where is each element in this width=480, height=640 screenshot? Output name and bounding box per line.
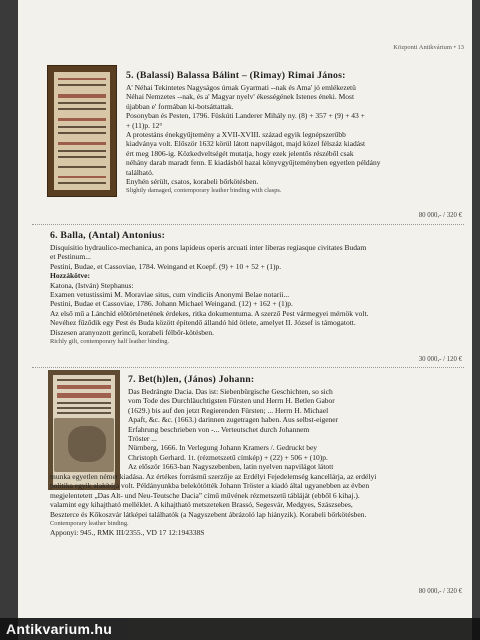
item-7-line: Christoph Gerhard. 1t. (rézmetszetű címkép) + (22) + 506 + (10)p.: [128, 452, 328, 462]
item-5-line: néhány darab maradt fenn. E kiadásból hazai könyvgyűjteményben egyetlen példány: [126, 158, 381, 168]
item-6-bound-line: Katona, (István) Stephanus:: [50, 280, 134, 290]
item-6-bound-line: Examen vetustissimi M. Moraviae situs, cum vindiciis Anonymi Belae notarii...: [50, 290, 290, 300]
item-7-line: Apaft, &c. &c. (1663.) darinnen zugetragen haben. Aus selbst-eigener: [128, 415, 339, 425]
item-6-bound-line: Az első mű a Lánchíd előtörténetének érdekes, ritka dokumentuma. A szerző Pest vármegyei mérnök volt.: [50, 308, 369, 318]
item-6-price: 30 000,- / 120 €: [418, 356, 462, 363]
item-7-full-line: politika egyik alakítója volt. Példányunkba belekötötték Johann Tröster a kiadó által ugyanebben az évben: [50, 481, 370, 491]
item-7-line: Das Bedrängte Dacia. Das ist: Siebenbürgische Geschichten, so sich: [128, 387, 333, 396]
divider: [32, 367, 464, 368]
item-7-line: Az először 1663-ban Nagyszebenben, latin nyelven napvilágot látott: [128, 462, 334, 472]
item-5-line: újabban e' formában ki-botsáttattak.: [126, 101, 234, 111]
item-5-body: [126, 83, 464, 196]
item-7-full-line: valamint egy kihajtható melléklet. A kihajtható metszeteken Brassó, Segesvár, Medgyes, Szászsebes,: [50, 500, 353, 510]
item-6-bound-line: Díszesen aranyozott gerincű, korabeli félbőr-kötésben.: [50, 327, 214, 337]
item-5-line: A' Néhai Tekintetes Nagyságos úrnak Gyarmati --nak és Ama' jó emlékezetü: [126, 83, 356, 92]
item-7-full-line: Beszterce és Kőkoszvár látképei találhatók (a Nagyszebent ábrázoló lap hiányzik). Korabeli bőrkötésben.: [50, 509, 367, 519]
item-7-line: Nürnberg, 1666. In Verlegung Johann Kramers /. Gedruckt bey: [128, 443, 318, 453]
catalog-page: [18, 0, 472, 640]
item-7-line: Erfahrung beschrieben von -... Verteutschet durch Johannem: [128, 424, 310, 434]
item-5-line: A protestáns énekgyűjtemény a XVII-XVIII. század egyik legnépszerűbb: [126, 130, 346, 140]
running-head: Központi Antikvárium • 13: [393, 44, 464, 51]
item-7-title: 7. Bet(h)len, (János) Johann:: [128, 374, 255, 385]
engraving-figure: [68, 426, 106, 462]
book-cover-image-balassa: [48, 66, 116, 196]
divider: [32, 224, 464, 225]
item-7-body-full: [50, 472, 464, 538]
item-6-line: Disquisitio hydraulico-mechanica, an pons lapideus operis arcuati inter liberas regiasque civitates Budam: [50, 243, 367, 252]
item-7-price: 80 000,- / 320 €: [418, 588, 462, 595]
item-6-bound-line: Nevéhez fűződik egy Pest és Buda között építendő állandó híd ötlete, amelyet II. József is támogatott.: [50, 318, 356, 328]
item-6-body: [50, 243, 464, 346]
item-7-full-line: munka egyetlen német kiadása. Az értékes forrásmű szerzője az Erdélyi Fejedelemség kancellárja, az erdélyi: [50, 472, 377, 481]
item-7-full-line: megjelentetett „Das Alt- und Neu-Teutsche Dacia” című művének rézmetszetű tábláját (ebből 6 kihaj.).: [50, 490, 360, 500]
item-5-line: ért meg 1806-ig. Közkedveltségét mutatja, hogy ezek jelentős részéből csak: [126, 148, 354, 158]
item-6-bound-line: Pestini, Budae et Cassoviae, 1786. Johann Michael Weingand. (12) + 162 + (1)p.: [50, 299, 293, 309]
item-5-line: Posonyban és Pesten, 1796. Füskúti Landerer Mihály ny. (8) + 357 + (9) + 43 +: [126, 111, 365, 121]
watermark: Antikvarium.hu: [0, 618, 480, 640]
item-6-line: Pestini, Budae, et Cassoviae, 1784. Weingand et Koepf. (9) + 10 + 52 + (1)p.: [50, 261, 282, 271]
item-7-line: Tröster ...: [128, 434, 157, 444]
item-7-body: [128, 387, 464, 472]
item-5-line: Néhai Nemzetes --nak, és a' Magyar nyelv' ékességének Istenes éneki. Most: [126, 92, 355, 102]
item-5-line: található.: [126, 167, 154, 177]
item-5-english-note: Slightly damaged, contemporary leather binding with clasps.: [126, 187, 282, 195]
item-6-title: 6. Balla, (Antal) Antonius:: [50, 230, 166, 241]
item-5-line: Enyhén sérült, csatos, korabeli bőrkötésben.: [126, 177, 259, 187]
item-7-line: (1629.) bis auf den jetzt Regierenden Fürsten; ... Herrn H. Michael: [128, 405, 329, 415]
item-7-english-note: Contemporary leather binding.: [50, 520, 129, 528]
item-5-title: 5. (Balassi) Balassa Bálint – (Rimay) Rimai János:: [126, 70, 346, 81]
item-6-bound-label: Hozzákötve:: [50, 271, 90, 281]
item-5-line: + (11)p. 12°: [126, 120, 163, 130]
item-7-bibliographic-refs: Apponyi: 945., RMK III/2355., VD 17 12:194338S: [50, 528, 205, 538]
item-6-english-note: Richly gilt, contemporary half leather binding.: [50, 338, 170, 346]
item-5-line: kiadványa volt. Először 1632 körül látott napvilágot, majd közel félszáz kiadást: [126, 139, 366, 149]
item-6-line: et Pestinum...: [50, 252, 91, 262]
item-7-line: vom Tode des Durchläuchtigsten Fürsten und Herrn H. Betlen Gabor: [128, 396, 335, 406]
item-5-price: 80 000,- / 320 €: [418, 212, 462, 219]
